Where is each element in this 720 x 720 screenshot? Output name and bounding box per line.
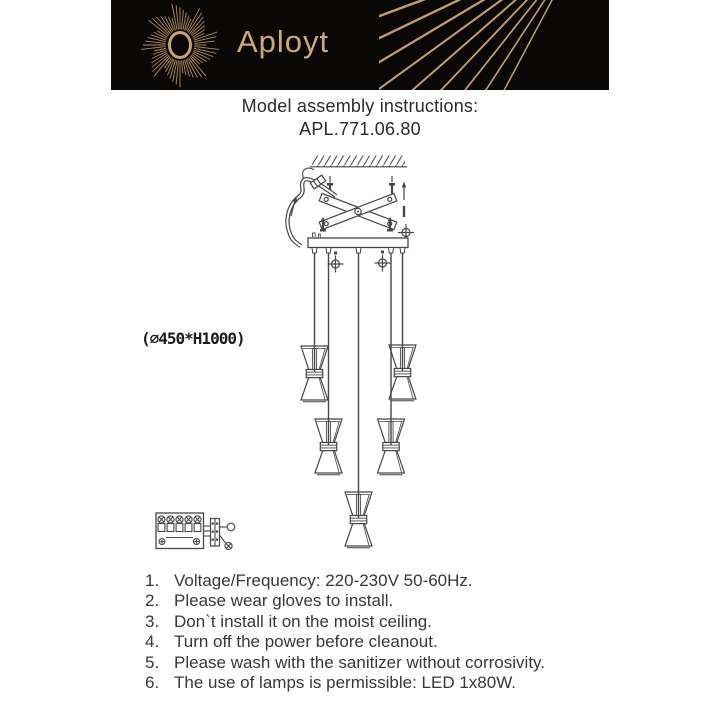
ceiling-hatch <box>310 156 407 167</box>
instruction-text: The use of lamps is permissible: LED 1x80W. <box>174 673 517 693</box>
canopy-plate <box>308 233 408 248</box>
dimension-label: (∅450*H1000) <box>141 329 245 348</box>
instruction-number: 5. <box>145 652 160 672</box>
instruction-number: 4. <box>145 632 160 652</box>
mounting-cross-bracket <box>319 176 414 241</box>
instruction-item <box>145 673 615 693</box>
instruction-number: 3. <box>145 611 160 631</box>
instruction-number: 6. <box>145 673 160 693</box>
instruction-text: Don`t install it on the moist ceiling. <box>174 611 432 631</box>
instruction-item <box>145 591 615 611</box>
page-title: Model assembly instructions: <box>241 96 479 116</box>
instruction-number: 1. <box>145 571 160 590</box>
instruction-item <box>145 612 615 632</box>
power-wire <box>287 168 336 246</box>
instruction-item <box>145 571 615 591</box>
instruction-number: 2. <box>145 591 160 611</box>
instruction-list <box>145 571 615 693</box>
instruction-item <box>145 632 615 652</box>
instruction-item <box>145 653 615 673</box>
instruction-text: Please wear gloves to install. <box>174 591 394 611</box>
instruction-text: Turn off the power before cleanout. <box>174 632 438 652</box>
brand-wordmark: Aployt <box>237 24 330 59</box>
instruction-text: Please wash with the sanitizer without corrosivity. <box>174 652 546 672</box>
terminal-block-diagram <box>156 513 235 550</box>
suspension-cables <box>312 248 405 519</box>
model-code: APL.771.06.80 <box>299 119 421 139</box>
instruction-text: Voltage/Frequency: 220-230V 50-60Hz. <box>174 571 473 590</box>
